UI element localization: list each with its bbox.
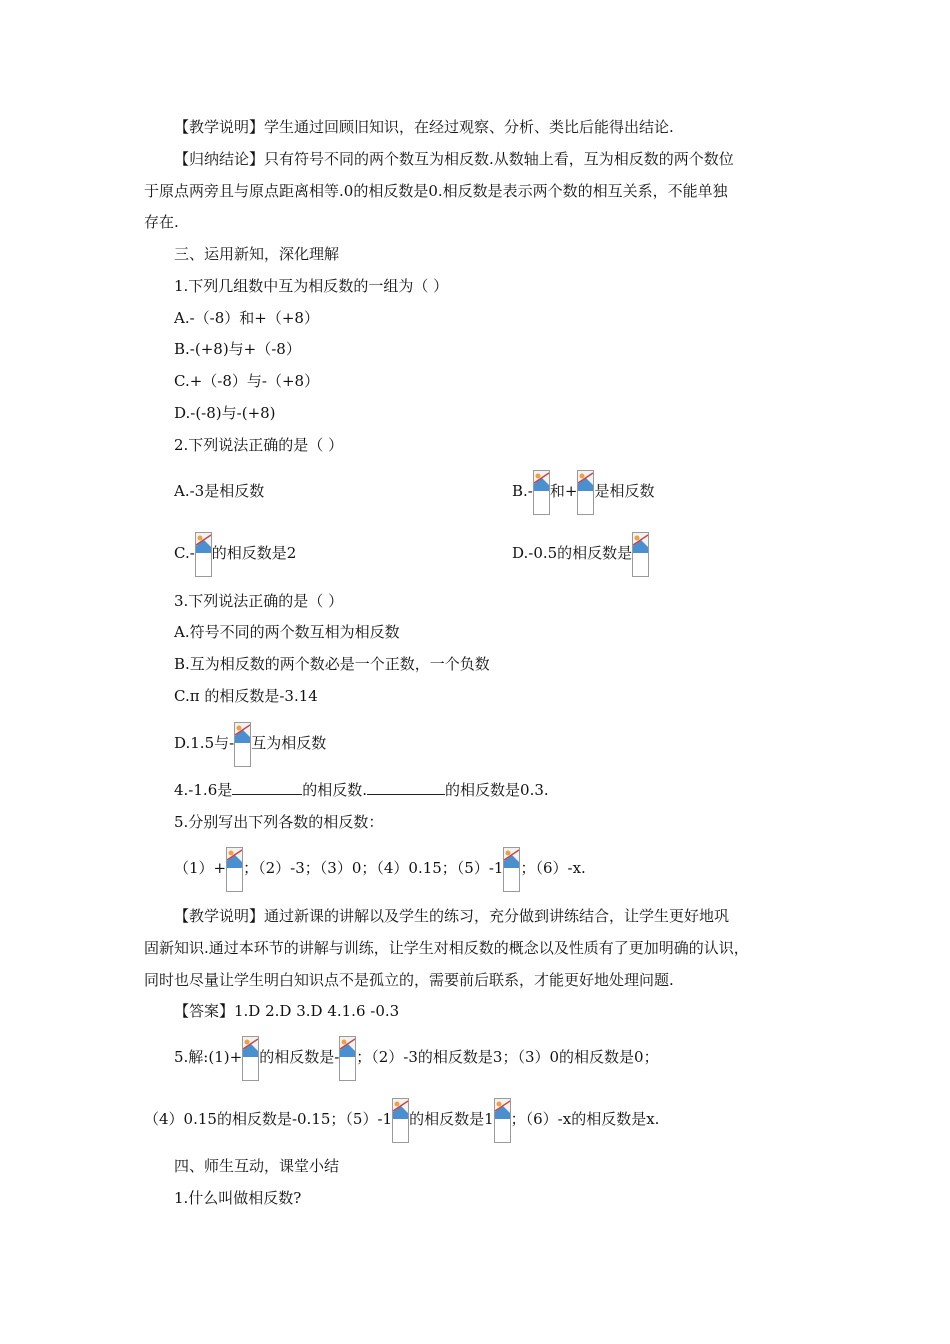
q2d-prefix: D.-0.5的相反数是 — [512, 544, 633, 562]
teaching-note-1: 【教学说明】学生通过回顾旧知识，在经过观察、分析、类比后能得出结论. — [174, 118, 674, 136]
question-1: 1.下列几组数中互为相反数的一组为（ ） — [174, 277, 449, 295]
fraction-image-icon — [577, 470, 594, 515]
q2-option-c — [174, 526, 296, 580]
a5-seg2: 的相反数是- — [259, 1048, 340, 1066]
q4-mid: 的相反数. — [302, 781, 368, 799]
q2c-prefix: C.- — [174, 544, 195, 562]
teaching-note-2-line-2: 固新知识.通过本环节的讲解与训练，让学生对相反数的概念以及性质有了更加明确的认识， — [144, 939, 749, 957]
answer-5-line-2 — [144, 1092, 659, 1146]
fraction-image-icon — [226, 847, 243, 892]
answer-5-line-1 — [174, 1030, 659, 1084]
q2-option-b — [512, 464, 654, 518]
q2c-suffix: 的相反数是2 — [211, 544, 297, 562]
q3d-suffix: 互为相反数 — [251, 734, 327, 752]
fraction-image-icon — [195, 532, 212, 577]
answers-heading: 【答案】1.D 2.D 3.D 4.1.6 -0.3 — [174, 1002, 400, 1020]
a5-seg6: ；（6）-x的相反数是x. — [510, 1110, 660, 1128]
q3-option-b: B.互为相反数的两个数必是一个正数，一个负数 — [174, 655, 490, 673]
question-5: 5.分别写出下列各数的相反数： — [174, 813, 384, 831]
a5-seg1: 5.解:(1)+ — [174, 1048, 243, 1066]
q5-seg2: ；（2）-3；（3）0；（4）0.15；（5）-1 — [243, 859, 504, 877]
fraction-image-icon — [339, 1036, 356, 1081]
question-4 — [174, 779, 549, 801]
fraction-image-icon — [234, 722, 251, 767]
conclusion-line-1: 【归纳结论】只有符号不同的两个数互为相反数.从数轴上看，互为相反数的两个数位 — [174, 150, 734, 168]
q2b-suffix: 是相反数 — [594, 482, 655, 500]
q1-option-d: D.-(-8)与-(+8) — [174, 404, 276, 422]
a5-seg3: ；（2）-3的相反数是3；（3）0的相反数是0； — [356, 1048, 659, 1066]
section-4-heading: 四、师生互动，课堂小结 — [174, 1157, 340, 1175]
teaching-note-2-line-3: 同时也尽量让学生明白知识点不是孤立的，需要前后联系，才能更好地处理问题. — [144, 971, 674, 989]
q4-suffix: 的相反数是0.3. — [445, 781, 549, 799]
answer-blank — [232, 780, 302, 795]
teaching-note-2-line-1: 【教学说明】通过新课的讲解以及学生的练习，充分做到讲练结合，让学生更好地巩 — [174, 907, 730, 925]
question-3: 3.下列说法正确的是（ ） — [174, 592, 344, 610]
q5-seg3: ；（6）-x. — [520, 859, 586, 877]
q2b-mid: 和+ — [549, 482, 578, 500]
fraction-image-icon — [503, 847, 520, 892]
q2b-prefix: B.- — [512, 482, 533, 500]
q3-option-d — [174, 716, 326, 770]
fraction-image-icon — [533, 470, 550, 515]
fraction-image-icon — [242, 1036, 259, 1081]
q1-option-c: C.+（-8）与-（+8） — [174, 372, 320, 390]
fraction-image-icon — [632, 532, 649, 577]
q4-prefix: 4.-1.6是 — [174, 781, 233, 799]
q3-option-a: A.符号不同的两个数互相为相反数 — [174, 623, 400, 641]
question-5-items — [174, 841, 586, 895]
q1-option-b: B.-(+8)与+（-8） — [174, 340, 301, 358]
q3d-prefix: D.1.5与- — [174, 734, 235, 752]
summary-question-1: 1.什么叫做相反数? — [174, 1189, 302, 1207]
conclusion-line-2: 于原点两旁且与原点距离相等.0的相反数是0.相反数是表示两个数的相互关系，不能单独 — [144, 182, 728, 200]
q2-option-a: A.-3是相反数 — [174, 482, 265, 500]
question-2: 2.下列说法正确的是（ ） — [174, 436, 344, 454]
fraction-image-icon — [494, 1098, 511, 1143]
conclusion-line-3: 存在. — [144, 213, 179, 231]
fraction-image-icon — [392, 1098, 409, 1143]
q2-option-d — [512, 526, 649, 580]
q5-seg1: （1）+ — [174, 859, 227, 877]
a5-seg4: （4）0.15的相反数是-0.15；（5）-1 — [144, 1110, 393, 1128]
a5-seg5: 的相反数是1 — [409, 1110, 494, 1128]
section-3-heading: 三、运用新知，深化理解 — [174, 245, 340, 263]
q3-option-c: C.π 的相反数是-3.14 — [174, 687, 318, 705]
answer-blank — [367, 780, 445, 795]
q1-option-a: A.-（-8）和+（+8） — [174, 309, 319, 327]
